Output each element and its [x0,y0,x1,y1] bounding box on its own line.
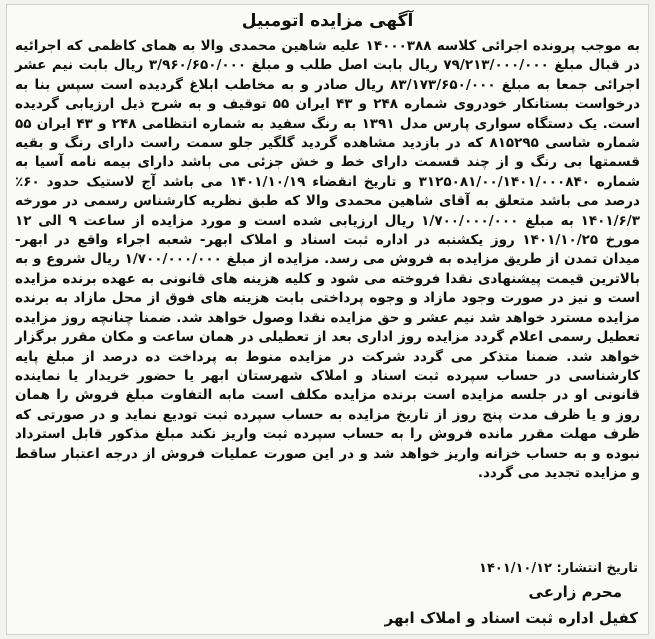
notice-title: آگهی مزایده اتومبیل [241,11,414,31]
notice-page [6,4,649,635]
signer-title: کفیل اداره ثبت اسناد و املاک ابهر [384,609,638,627]
publish-date: تاریخ انتشار: ۱۴۰۱/۱۰/۱۲ [479,561,638,576]
signer-name: محرم زارعی [528,583,622,601]
notice-body: به موجب پرونده اجرائی کلاسه ۱۴۰۰۰۳۸۸ علیه شاهین محمدی والا به همای کاظمی که اجرائیه در قبال مبلغ ۷۹/۲۱۳/۰۰۰/۰۰۰ ریال بابت اصل طلب و مبلغ ۳/۹۶۰/۶۵۰/۰۰۰ ریال بابت نیم عشر اجرائی جمعا به مبلغ ۸۳/۱۷۳/۶۵۰/۰۰۰ ریال صادر و به مخاطب ابلاغ گردیده است سپس بنا به درخواست بستانکار خودروی شماره ۲۴۸ و ۴۳ ایران ۵۵ توقیف و به شرح ذیل ارزیابی گردیده است. یک دستگاه سواری پارس مدل ۱۳۹۱ به رنگ سفید به شماره انتظامی ۲۴۸ و ۴۳ ایران ۵۵ شماره شاسی ۸۱۵۲۹۵ که در بازدید مشاهده گردید گلگیر جلو سمت راست دارای رنگ و بقیه قسمتها بی رنگ و از چند قسمت دارای خط و خش جزئی می باشد دارای بیمه نامه آسیا به شماره ۳۱۲۵۰۸۱/۰۰/۱۴۰۱/۰۰۰۸۴۰ و تاریخ انقضاء ۱۴۰۱/۱۰/۱۹ می باشد آج لاستیک حدود ۶۰٪ درصد می باشد متعلق به آقای شاهین محمدی والا که طبق نظریه کارشناس رسمی در مورخه ۱۴۰۱/۶/۳ به مبلغ ۱/۷۰۰/۰۰۰/۰۰۰ ریال ارزیابی شده است و مورد مزایده از ساعت ۹ الی ۱۲ مورخ ۱۴۰۱/۱۰/۲۵ روز یکشنبه در اداره ثبت اسناد و املاک ابهر- شعبه اجراء واقع در ابهر- میدان تمدن از طریق مزایده به فروش می رسد. مزایده از مبلغ ۱/۷۰۰/۰۰۰/۰۰۰ ریال شروع و به بالاترین قیمت پیشنهادی نقدا فروخته می شود و کلیه هزینه های قانونی به عهده برنده مزایده است و نیز در صورت وجود مازاد و وجوه پرداختی بابت هزینه های فوق از محل مازاد به برنده مزایده مسترد خواهد شد نیم عشر و حق مزایده نقدا وصول خواهد شد. ضمنا چنانچه روز مزایده تعطیل رسمی اعلام گردد مزایده روز اداری بعد از تعطیلی در همان ساعت و مکان مقرر برگزار خواهد شد. ضمنا متذکر می گردد شرکت در مزایده منوط به پرداخت ده درصد از مبلغ پایه کارشناسی در حساب سپرده ثبت اسناد و املاک شهرستان ابهر یا حضور خریدار یا نماینده قانونی او در جلسه مزایده است برنده مزایده مکلف است مابه التفاوت مبلغ فروش را همان روز و یا ظرف مدت پنج روز از تاریخ مزایده به حساب سپرده ثبت تودیع نماید و در صورتی که ظرف مهلت مقرر مانده فروش را به حساب سپرده ثبت واریز نکند مبلغ مذکور قابل استرداد نبوده و به حساب خزانه واریز خواهد شد و در این صورت عملیات فروش از درجه اعتبار ساقط و مزایده تجدید می گردد. [15,38,641,481]
